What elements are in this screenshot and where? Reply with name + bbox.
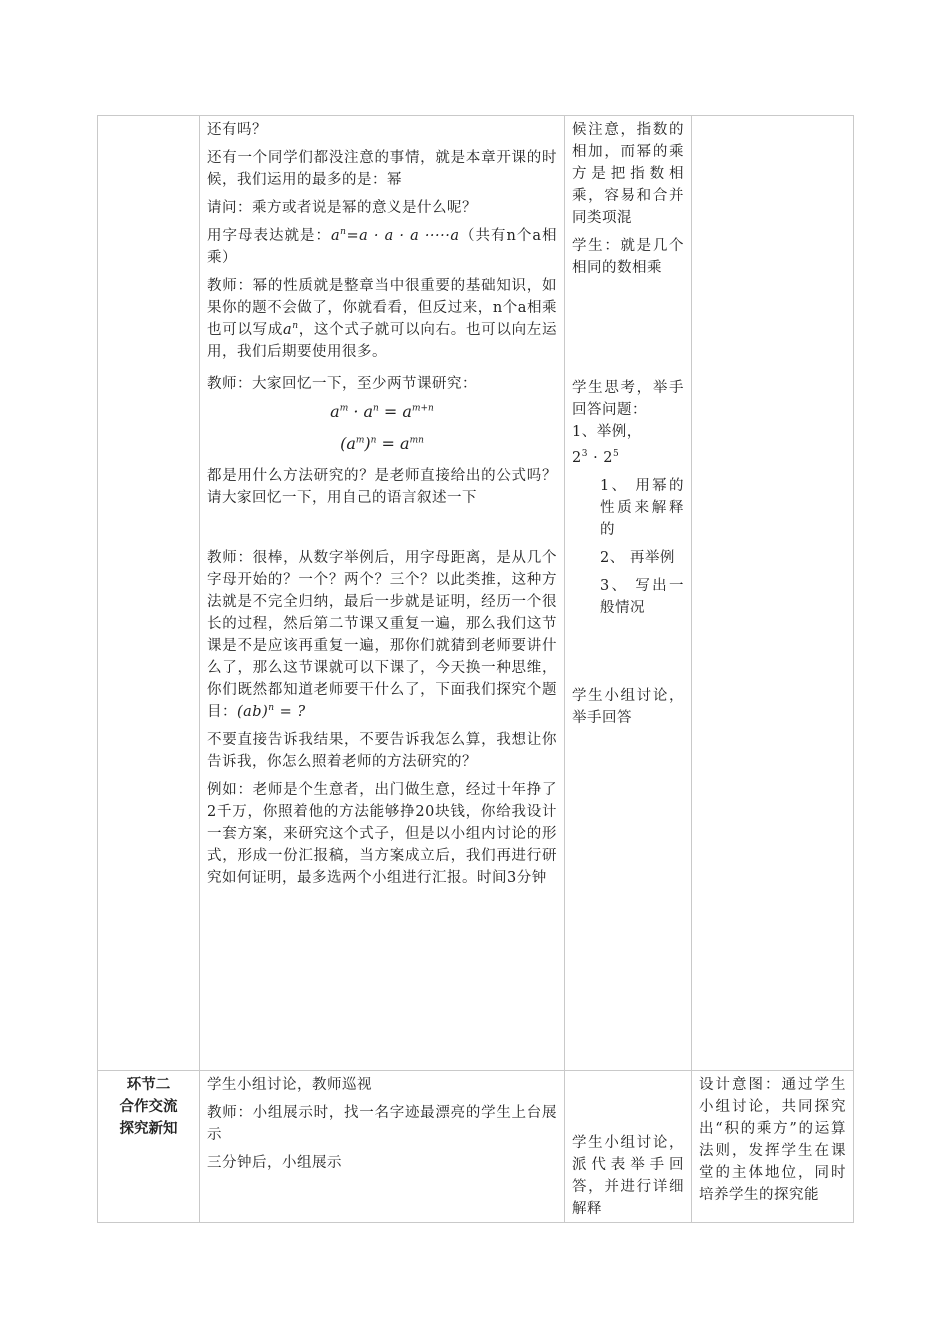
teacher-activity-cell [200, 1071, 565, 1223]
design-cell [692, 116, 854, 1071]
teacher-activity-cell [200, 116, 565, 1071]
teacher-text: 教师：幂的性质就是整章当中很重要的基础知识，如果你的题不会做了，你就看看，但反过来，n个a相乘也可以写成$a^n$，这个式子就可以向右。也可以向左运用，我们后期要使用很多。 [207, 278, 558, 360]
student-text: 1、举例， [572, 424, 642, 440]
teacher-text: 都是用什么方法研究的？是老师直接给出的公式吗？请大家回忆一下，用自己的语言叙述一下 [207, 468, 557, 506]
student-activity-cell [565, 1071, 692, 1223]
student-formula: $2^3 \cdot 2^5$ [572, 449, 620, 466]
teacher-text: 教师：很棒，从数字举例后，用字母距离，是从几个字母开始的？一个？两个？三个？以此类推，这种方法就是不完全归纳，最后一步就是证明，经历一个很长的过程，然后第二节课又重复一遍，那么我们这节课是不是应该再重复一遍，那你们就猜到老师要讲什么了，那么这节课就可以下课了，今天换一种思维，你们既然都知道老师要干什么了，下面我们探究个题目：(ab)$^n$ = ? [207, 550, 557, 720]
teacher-text: 不要直接告诉我结果，不要告诉我怎么算，我想让你告诉我，你怎么照着老师的方法研究的？ [207, 732, 557, 770]
student-text: 学生小组讨论，派代表举手回答，并进行详细解释 [572, 1135, 684, 1217]
teacher-text: 教师：小组展示时，找一名字迹最漂亮的学生上台展示 [207, 1105, 557, 1143]
lesson-plan-table [97, 115, 854, 1223]
teacher-text: 还有一个同学们都没注意的事情，就是本章开课的时候，我们运用的最多的是：幂 [207, 150, 557, 188]
table-row [98, 1071, 854, 1223]
student-text: 2、 再举例 [600, 549, 675, 566]
formula-product-rule: $a^m \cdot a^n = a^{m+n}$ [330, 402, 434, 421]
student-text: 3、 写出一般情况 [600, 577, 684, 616]
stage-label: 环节二 [126, 1077, 171, 1093]
student-text: 学生：就是几个相同的数相乘 [572, 238, 684, 276]
formula-power-rule: $(a^m)^n = a^{mn}$ [340, 434, 424, 453]
teacher-text: 三分钟后，小组展示 [207, 1155, 342, 1171]
teacher-text: 用字母表达就是：$a^n=a \cdot a \cdot a \cdot\cdot\cdot\cdot\cdot a$（共有n个a相乘） [207, 227, 558, 266]
design-cell [692, 1071, 854, 1223]
student-text: 1、 用幂的性质来解释的 [600, 477, 684, 538]
teacher-text: 请问：乘方或者说是幂的意义是什么呢？ [207, 200, 477, 216]
student-text: 学生小组讨论，举手回答 [572, 687, 684, 726]
teacher-text: 还有吗？ [207, 122, 267, 138]
student-activity-cell [565, 116, 692, 1071]
stage-cell [98, 116, 200, 1071]
design-text: 设计意图：通过学生小组讨论，共同探究出“积的乘方”的运算法则，发挥学生在课堂的主体地位，同时培养学生的探究能 [699, 1077, 846, 1203]
stage-label: 合作交流 [119, 1099, 178, 1115]
student-text: 学生思考，举手回答问题： [572, 380, 684, 418]
table-row [98, 116, 854, 1071]
teacher-text: 学生小组讨论，教师巡视 [207, 1077, 372, 1093]
stage-cell [98, 1071, 200, 1223]
teacher-text: 教师：大家回忆一下，至少两节课研究： [207, 376, 477, 392]
teacher-text: 例如：老师是个生意者，出门做生意，经过十年挣了2千万，你照着他的方法能够挣20块钱，你给我设计一套方案，来研究这个式子，但是以小组内讨论的形式，形成一份汇报稿，当方案成立后，我们再进行研究如何证明，最多选两个小组进行汇报。时间3分钟 [207, 782, 557, 886]
student-text: 候注意，指数的相加，而幂的乘方是把指数相乘，容易和合并同类项混 [572, 122, 684, 226]
stage-label: 探究新知 [119, 1121, 178, 1137]
